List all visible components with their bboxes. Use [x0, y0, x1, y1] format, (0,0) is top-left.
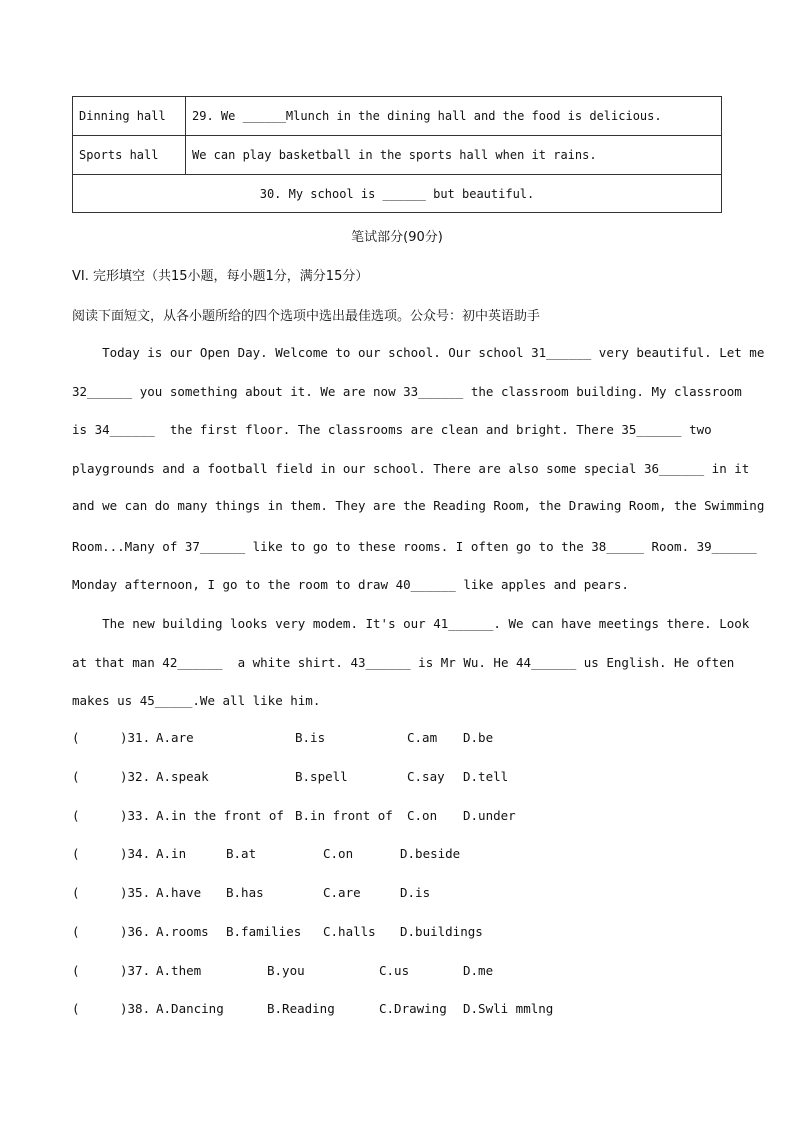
question-number: )36. — [120, 924, 151, 939]
passage-line: at that man 42______ a white shirt. 43______ is Mr Wu. He 44______ us English. He often — [72, 655, 735, 670]
part-heading: VI. 完形填空（共15小题，每小题1分，满分15分） — [72, 269, 369, 284]
question-30-cell: 30. My school is ______ but beautiful. — [73, 175, 722, 213]
question-number: )31. — [120, 730, 151, 745]
question-number: )34. — [120, 846, 151, 861]
sentence-cell: 29. We ______Mlunch in the dining hall and the food is delicious. — [186, 97, 722, 136]
option-c[interactable]: C.am — [407, 730, 438, 745]
option-a[interactable]: A.are — [156, 730, 194, 745]
option-d[interactable]: D.me — [463, 963, 494, 978]
instruction-text: 阅读下面短文，从各小题所给的四个选项中选出最佳选项。公众号：初中英语助手 — [72, 309, 541, 324]
passage-line: makes us 45_____.We all like him. — [72, 693, 321, 708]
passage-line: is 34______ the first floor. The classrooms are clean and bright. There 35______ two — [72, 422, 712, 437]
answer-bracket-open[interactable]: ( — [72, 924, 80, 939]
question-number: )38. — [120, 1001, 151, 1016]
answer-bracket-open[interactable]: ( — [72, 1001, 80, 1016]
table-footer-row — [73, 175, 722, 213]
answer-bracket-open[interactable]: ( — [72, 846, 80, 861]
answer-bracket-open[interactable]: ( — [72, 769, 80, 784]
option-c[interactable]: C.us — [379, 963, 410, 978]
question-number: )33. — [120, 808, 151, 823]
sentence-cell: We can play basketball in the sports hall when it rains. — [186, 136, 722, 175]
place-cell: Dinning hall — [73, 97, 186, 136]
passage-line: and we can do many things in them. They are the Reading Room, the Drawing Room, the Swimming — [72, 498, 765, 513]
option-b[interactable]: B.has — [226, 885, 264, 900]
option-b[interactable]: B.families — [226, 924, 302, 939]
option-d[interactable]: D.buildings — [400, 924, 483, 939]
passage-line: 32______ you something about it. We are now 33______ the classroom building. My classroom — [72, 384, 742, 399]
table-row — [73, 136, 722, 175]
section-title: 笔试部分(90分) — [351, 230, 443, 245]
option-d[interactable]: D.be — [463, 730, 494, 745]
option-d[interactable]: D.Swli mmlng — [463, 1001, 554, 1016]
passage-line: The new building looks very modem. It's our 41______. We can have meetings there. Look — [72, 616, 750, 631]
question-number: )32. — [120, 769, 151, 784]
option-a[interactable]: A.speak — [156, 769, 209, 784]
place-cell: Sports hall — [73, 136, 186, 175]
option-b[interactable]: B.is — [295, 730, 326, 745]
option-c[interactable]: C.on — [323, 846, 354, 861]
option-d[interactable]: D.under — [463, 808, 516, 823]
option-a[interactable]: A.in the front of — [156, 808, 284, 823]
question-number: )37. — [120, 963, 151, 978]
answer-bracket-open[interactable]: ( — [72, 730, 80, 745]
option-a[interactable]: A.rooms — [156, 924, 209, 939]
passage-line: Room...Many of 37______ like to go to these rooms. I often go to the 38_____ Room. 39______ — [72, 539, 757, 554]
option-c[interactable]: C.say — [407, 769, 445, 784]
option-d[interactable]: D.is — [400, 885, 431, 900]
option-a[interactable]: A.Dancing — [156, 1001, 224, 1016]
option-a[interactable]: A.have — [156, 885, 202, 900]
question-number: )35. — [120, 885, 151, 900]
option-b[interactable]: B.you — [267, 963, 305, 978]
passage-line: playgrounds and a football field in our school. There are also some special 36______ in it — [72, 461, 750, 476]
option-d[interactable]: D.beside — [400, 846, 461, 861]
passage-line: Monday afternoon, I go to the room to draw 40______ like apples and pears. — [72, 577, 629, 592]
passage-line: Today is our Open Day. Welcome to our school. Our school 31______ very beautiful. Let me — [72, 345, 765, 360]
answer-bracket-open[interactable]: ( — [72, 885, 80, 900]
option-c[interactable]: C.Drawing — [379, 1001, 447, 1016]
option-a[interactable]: A.in — [156, 846, 187, 861]
option-c[interactable]: C.are — [323, 885, 361, 900]
option-c[interactable]: C.halls — [323, 924, 376, 939]
option-c[interactable]: C.on — [407, 808, 438, 823]
table-row — [73, 97, 722, 136]
answer-bracket-open[interactable]: ( — [72, 808, 80, 823]
answer-bracket-open[interactable]: ( — [72, 963, 80, 978]
option-b[interactable]: B.spell — [295, 769, 348, 784]
option-a[interactable]: A.them — [156, 963, 202, 978]
school-places-table — [72, 96, 722, 213]
option-d[interactable]: D.tell — [463, 769, 509, 784]
option-b[interactable]: B.at — [226, 846, 257, 861]
option-b[interactable]: B.in front of — [295, 808, 393, 823]
option-b[interactable]: B.Reading — [267, 1001, 335, 1016]
